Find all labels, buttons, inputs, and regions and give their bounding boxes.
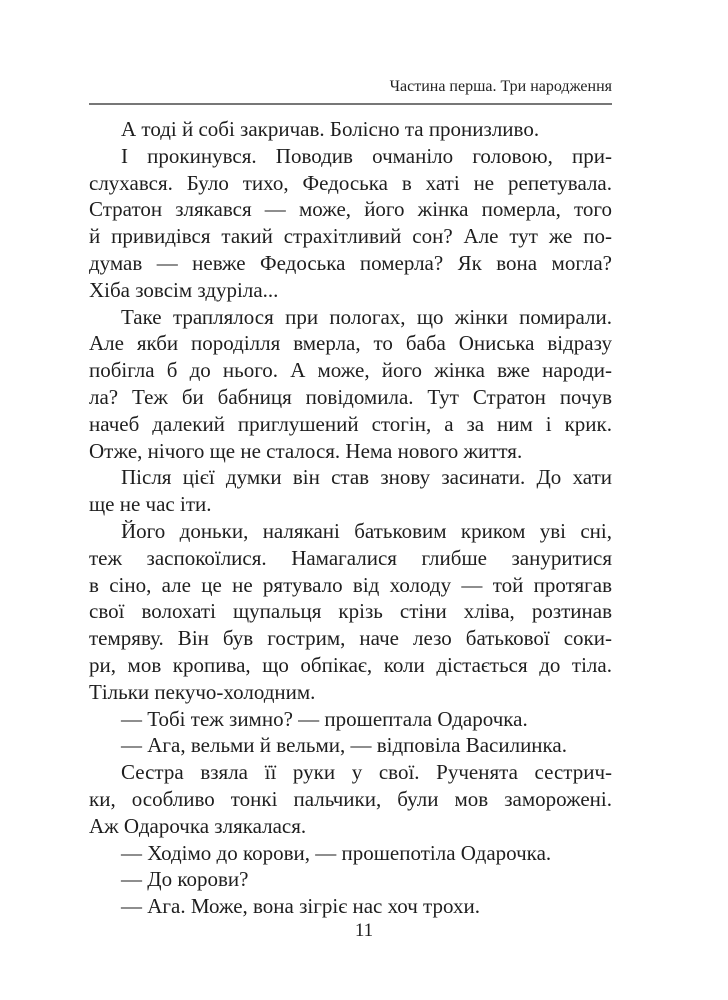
text-line: Хіба зовсім здуріла... <box>89 277 279 302</box>
text-line: Після цієї думки він став знову засинати. До хати <box>121 465 612 490</box>
text-line: — Тобі теж зимно? — прошептала Одарочка. <box>121 706 528 731</box>
text-line: ри, мов кропива, що обпікає, коли дістається до тіла. <box>89 652 612 677</box>
running-head: Частина перша. Три народження <box>389 78 612 95</box>
text-line: свої волохаті щупальця крізь стіни хліва, розтинав <box>89 599 612 624</box>
text-line: теж заспокоїлися. Намагалися глибше зануритися <box>89 545 612 570</box>
body-text <box>89 116 612 920</box>
text-line: А тоді й собі закричав. Болісно та пронизливо. <box>121 117 540 141</box>
text-line: в сіно, але це не рятувало від холоду — той протягав <box>89 572 612 597</box>
text-line: Але якби породілля вмерла, то баба Ониська відразу <box>89 331 612 356</box>
text-line: ще не час іти. <box>89 492 212 517</box>
text-line: Тільки пекучо-холодним. <box>89 679 316 704</box>
text-line: ки, особливо тонкі пальчики, були мов заморожені. <box>89 786 612 811</box>
text-line: І прокинувся. Поводив очманіло головою, при- <box>121 143 612 168</box>
page-number: 11 <box>354 920 374 941</box>
text-line: начеб далекий приглушений стогін, а за ним і крик. <box>89 411 612 436</box>
text-line: побігла б до нього. А може, його жінка вже народи- <box>89 358 612 383</box>
text-line: — Ага, вельми й вельми, — відповіла Василинка. <box>121 733 568 758</box>
text-line: Отже, нічого ще не сталося. Нема нового життя. <box>89 438 523 463</box>
text-line: Таке траплялося при пологах, що жінки помирали. <box>121 304 612 329</box>
text-line: Аж Одарочка злякалася. <box>89 813 307 838</box>
text-line: Стратон злякався — може, його жінка померла, того <box>89 197 612 222</box>
text-line: Сестра взяла її руки у свої. Рученята сестрич- <box>121 760 612 785</box>
text-line: — До корови? <box>121 867 249 892</box>
text-line: темряву. Він був гострим, наче лезо батькової соки- <box>89 626 612 651</box>
text-line: ла? Теж би бабниця повідомила. Тут Стратон почув <box>89 384 612 409</box>
header-rule <box>89 103 612 105</box>
text-line: слухався. Було тихо, Федоська в хаті не репетувала. <box>89 170 612 195</box>
text-line: думав — невже Федоська померла? Як вона могла? <box>89 250 612 275</box>
text-line: — Ходімо до корови, — прошепотіла Одарочка. <box>121 840 552 865</box>
text-line: — Ага. Може, вона зігріє нас хоч трохи. <box>121 894 480 919</box>
text-line: й привидівся такий страхітливий сон? Але тут же по- <box>89 224 612 249</box>
text-line: Його доньки, налякані батьковим криком уві сні, <box>121 518 612 543</box>
